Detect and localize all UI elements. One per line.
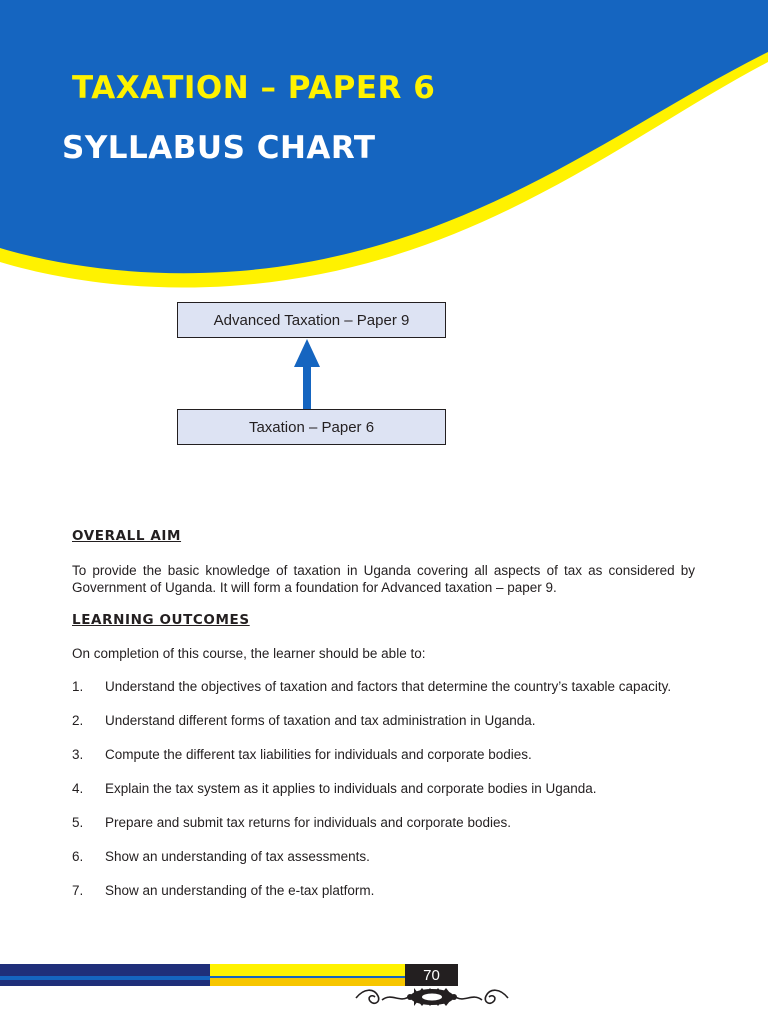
list-item-number: 7. <box>72 883 84 898</box>
page-title: TAXATION – PAPER 6 <box>72 70 436 106</box>
syllabus-content <box>72 528 695 916</box>
flow-box-advanced-paper: Advanced Taxation – Paper 9 <box>177 302 446 338</box>
list-item-text: Compute the different tax liabilities for individuals and corporate bodies. <box>105 747 532 762</box>
list-item <box>72 780 695 797</box>
list-item <box>72 882 695 899</box>
list-item-text: Understand different forms of taxation and tax administration in Uganda. <box>105 713 536 728</box>
list-item-text: Understand the objectives of taxation and factors that determine the country’s taxable capacity. <box>105 679 672 694</box>
overall-aim-text: To provide the basic knowledge of taxation in Uganda covering all aspects of tax as considered by Government of Uganda. It will form a foundation for Advanced taxation – paper 9. <box>72 563 695 595</box>
list-item-text: Show an understanding of the e-tax platform. <box>105 883 375 898</box>
list-item-number: 5. <box>72 815 84 830</box>
overall-aim-heading: OVERALL AIM <box>72 528 182 544</box>
page-subtitle: SYLLABUS CHART <box>62 130 376 166</box>
list-item-number: 6. <box>72 849 84 864</box>
list-item <box>72 746 695 763</box>
ornament-icon <box>352 984 512 1010</box>
footer-bar-navy <box>0 964 210 986</box>
list-item <box>72 678 695 695</box>
list-item-text: Prepare and submit tax returns for individuals and corporate bodies. <box>105 815 511 830</box>
list-item <box>72 848 695 865</box>
list-item-number: 1. <box>72 679 84 694</box>
learning-outcomes-list <box>72 678 695 899</box>
learning-outcomes-intro: On completion of this course, the learner should be able to: <box>72 646 426 661</box>
list-item-number: 3. <box>72 747 84 762</box>
page-footer <box>0 964 768 1024</box>
list-item-number: 2. <box>72 713 84 728</box>
list-item-number: 4. <box>72 781 84 796</box>
learning-outcomes-heading: LEARNING OUTCOMES <box>72 612 250 628</box>
list-item <box>72 814 695 831</box>
list-item-text: Explain the tax system as it applies to individuals and corporate bodies in Uganda. <box>105 781 597 796</box>
flow-box-current-paper: Taxation – Paper 6 <box>177 409 446 445</box>
page-number: 70 <box>405 964 458 986</box>
list-item <box>72 712 695 729</box>
up-arrow-icon <box>293 338 321 410</box>
list-item-text: Show an understanding of tax assessments. <box>105 849 370 864</box>
